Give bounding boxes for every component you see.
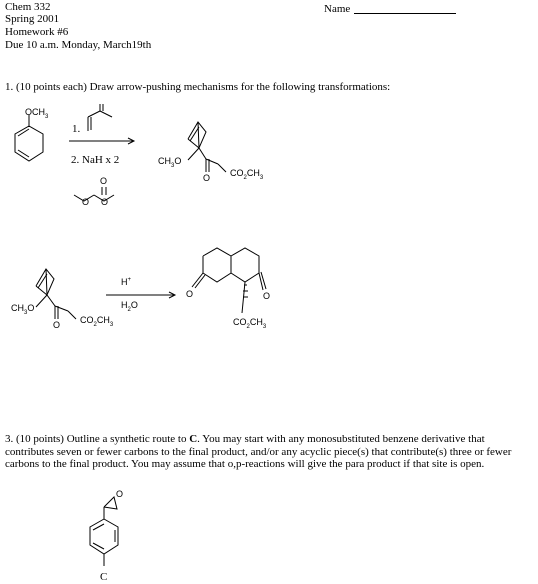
- reaction-arrow-1: [69, 138, 134, 144]
- problem1-prompt: 1. (10 points each) Draw arrow-pushing mechanisms for the following transformations:: [5, 81, 391, 93]
- octalindione-structure: [192, 248, 266, 313]
- bicyclic-ketoester-structure-2: [36, 269, 76, 319]
- compound-c-structure: [90, 497, 118, 566]
- compound-c-label: C: [100, 571, 108, 583]
- due-date: Due 10 a.m. Monday, March19th: [5, 39, 152, 51]
- epoxide-o-label: O: [116, 489, 124, 499]
- dione-o-right: O: [263, 291, 271, 301]
- carbonate-o-right: O: [101, 197, 109, 207]
- ch3o-label-2: $CH_3O$: [11, 303, 35, 316]
- name-label: Name: [324, 3, 351, 15]
- course-title: Chem 332: [5, 1, 51, 13]
- ketone-o-label-1: O: [203, 173, 211, 183]
- bicyclic-ketoester-structure: [188, 122, 226, 172]
- assignment-title: Homework #6: [5, 26, 69, 38]
- methoxy-cyclohexadiene-structure: [15, 115, 43, 161]
- step1-label: 1.: [72, 123, 81, 135]
- carbonate-carbonyl-o: O: [100, 176, 108, 186]
- co2ch3-label-3: $CO_2CH_3$: [233, 317, 267, 330]
- term: Spring 2001: [5, 13, 60, 25]
- reaction-arrow-2: [106, 292, 175, 298]
- co2ch3-label-1: $CO_2CH_3$: [230, 168, 264, 181]
- h-plus-label: H+: [121, 277, 132, 287]
- ch3o-label-1: $CH_3O$: [158, 156, 182, 169]
- ketone-o-label-2: O: [53, 320, 61, 330]
- carbonate-o-left: O: [82, 197, 90, 207]
- problem3-prompt: 3. (10 points) Outline a synthetic route to C. You may start with any monosubstituted benzene derivative that contributes seven or fewer carbons to the final product, and/or any acyclic piece(s) that contribute(s) three or fewer carbons to the final product. You may assume that o,p-reactions will give the para product if that site is open.: [5, 433, 512, 470]
- och3-label: $OCH_3$: [25, 107, 49, 120]
- co2ch3-label-2: $CO_2CH_3$: [80, 315, 114, 328]
- water-label: $H_2O$: [121, 300, 138, 313]
- methyl-vinyl-ketone-structure: [88, 104, 112, 131]
- dione-o-left: O: [186, 289, 194, 299]
- step2-label: 2. NaH x 2: [71, 154, 120, 166]
